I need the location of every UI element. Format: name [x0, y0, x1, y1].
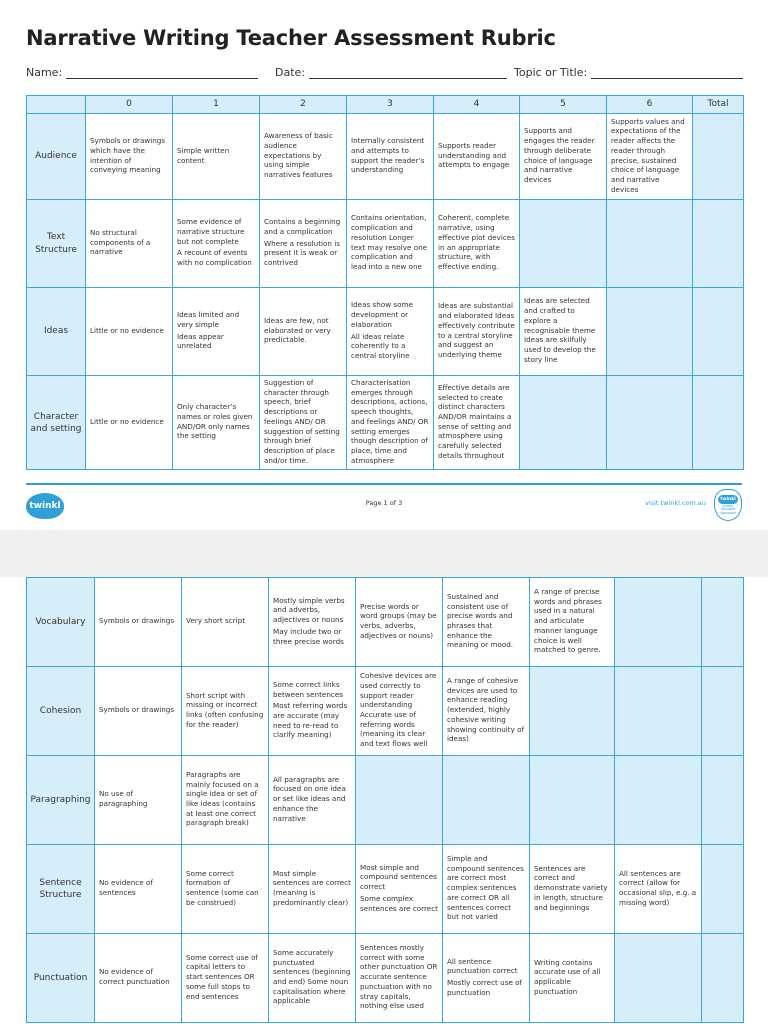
criteria-cell: [347, 376, 434, 470]
empty-cell: [520, 200, 607, 288]
criteria-cell: [269, 934, 356, 1023]
criteria-text: Effective details are selected to create distinct characters AND/OR maintains a sense of setting and atmosphere using carefully selected details throughout: [438, 382, 512, 460]
criteria-cell: [173, 114, 260, 200]
criteria-cell: [86, 200, 173, 288]
criteria-cell: [434, 114, 520, 200]
criteria-text: Most referring words are accurate (may need to re-read to clarify meaning): [273, 701, 348, 740]
criteria-cell: [182, 845, 269, 934]
criteria-cell: [607, 114, 693, 200]
criteria-text: Symbols or drawings which have the intention of conveying meaning: [90, 136, 166, 175]
criteria-text: Ideas limited and very simple: [177, 310, 240, 329]
name-line[interactable]: [66, 67, 258, 79]
category-label: Vocabulary: [27, 578, 95, 667]
rubric-row: [27, 756, 744, 845]
criteria-cell: [95, 667, 182, 756]
rubric-table-1: [26, 95, 744, 470]
criteria-text: Symbols or drawings: [99, 705, 175, 715]
criteria-text: Some accurately punctuated sentences (beginning and end) Some noun capitalisation where applicable: [273, 947, 351, 1006]
date-line[interactable]: [309, 67, 507, 79]
rubric-row: [27, 578, 744, 667]
criteria-cell: [434, 288, 520, 376]
empty-cell: [615, 756, 702, 845]
criteria-cell: [347, 114, 434, 200]
name-label: Name:: [26, 66, 63, 79]
criteria-text: Awareness of basic audience expectations by using simple narratives features: [264, 131, 333, 180]
total-cell[interactable]: [693, 288, 744, 376]
topic-label: Topic or Title:: [514, 66, 588, 79]
criteria-text: Characterisation emerges through descriptions, actions, speech thoughts, and feelings AND/ OR setting emerges though description of place, time and atmosphere: [351, 378, 429, 465]
rubric-row: [27, 200, 744, 288]
criteria-cell: [269, 667, 356, 756]
criteria-cell: [356, 578, 443, 667]
empty-cell: [615, 934, 702, 1023]
criteria-text: Supports reader understanding and attempts to engage: [438, 140, 510, 170]
category-label: Punctuation: [27, 934, 95, 1023]
empty-cell: [615, 667, 702, 756]
criteria-cell: [182, 756, 269, 845]
criteria-text: Ideas show some development or elaboration: [351, 300, 413, 329]
criteria-cell: [182, 667, 269, 756]
page-gap: [0, 530, 768, 577]
criteria-text: Most simple and compound sentences correct: [360, 862, 437, 892]
name-field[interactable]: [26, 66, 258, 79]
header-score-4: 4: [434, 96, 520, 114]
criteria-cell: [356, 934, 443, 1023]
criteria-cell: [443, 934, 530, 1023]
criteria-text: May include two or three precise words: [273, 626, 344, 646]
criteria-cell: [347, 288, 434, 376]
total-cell[interactable]: [693, 376, 744, 470]
topic-field[interactable]: [514, 66, 743, 79]
criteria-cell: [173, 376, 260, 470]
criteria-cell: [260, 114, 347, 200]
criteria-text: Paragraphs are mainly focused on a single idea or set of like ideas (contains at least one correct paragraph break): [186, 769, 259, 828]
total-cell[interactable]: [702, 756, 744, 845]
total-cell[interactable]: [702, 667, 744, 756]
criteria-cell: [269, 578, 356, 667]
criteria-cell: [260, 200, 347, 288]
criteria-cell: [86, 288, 173, 376]
visit-link[interactable]: visit twinkl.com.au: [645, 499, 706, 507]
criteria-cell: [260, 288, 347, 376]
date-label: Date:: [275, 66, 305, 79]
rubric-row: [27, 288, 744, 376]
total-cell[interactable]: [702, 845, 744, 934]
criteria-text: Supports values and expectations of the reader affects the reader through precise, sustained choice of language and narrative devices: [611, 116, 685, 194]
criteria-text: Some evidence of narrative structure but not complete: [177, 217, 245, 246]
criteria-cell: [434, 376, 520, 470]
criteria-text: Precise words or word groups (may be verbs, adverbs, adjectives or nouns): [360, 601, 437, 640]
page-number: Page 1 of 3: [365, 499, 403, 507]
header-score-5: 5: [520, 96, 607, 114]
criteria-text: Ideas are substantial and elaborated Ideas effectively contribute to a central storyline and suggest an underlying theme: [438, 301, 515, 359]
empty-cell: [520, 376, 607, 470]
criteria-text: Cohesive devices are used correctly to support reader understanding Accurate use of referring words (meaning its clear and text flows well: [360, 671, 437, 749]
criteria-cell: [86, 114, 173, 200]
criteria-cell: [95, 578, 182, 667]
criteria-text: Where a resolution is present it is weak or contrived: [264, 238, 340, 268]
page-title: Narrative Writing Teacher Assessment Rubric: [26, 26, 556, 50]
criteria-text: Mostly simple verbs and adverbs, adjectives or nouns: [273, 595, 345, 625]
criteria-text: Contains a beginning and a complication: [264, 217, 341, 236]
criteria-text: Some correct use of capital letters to start sentences OR some full stops to end sentences: [186, 952, 259, 1001]
header-score-3: 3: [347, 96, 434, 114]
criteria-text: Sustained and consistent use of precise words and phrases that enhance the meaning or mood.: [447, 591, 514, 650]
total-cell[interactable]: [702, 578, 744, 667]
criteria-text: Ideas are selected and crafted to explore a recognisable theme Ideas are skilfully used to develop the story line: [524, 296, 596, 364]
criteria-cell: [347, 200, 434, 288]
criteria-text: All ideas relate coherently to a central storyline: [351, 331, 410, 360]
criteria-cell: [443, 667, 530, 756]
criteria-text: All paragraphs are focused on one idea or set like ideas and enhance the narrative: [273, 774, 346, 823]
header-score-6: 6: [607, 96, 693, 114]
criteria-cell: [95, 934, 182, 1023]
quality-badge-icon: [714, 489, 742, 521]
criteria-cell: [173, 200, 260, 288]
twinkl-logo[interactable]: twinkl: [26, 493, 64, 519]
criteria-text: Some complex sentences are correct: [360, 893, 438, 913]
criteria-text: Little or no evidence: [90, 416, 164, 426]
criteria-text: Internally consistent and attempts to support the reader’s understanding: [351, 136, 425, 175]
criteria-text: A recount of events with no complication: [177, 248, 252, 268]
criteria-text: Supports and engages the reader through deliberate choice of language and narrative devices: [524, 126, 595, 184]
criteria-cell: [182, 578, 269, 667]
category-label: Ideas: [27, 288, 86, 376]
empty-cell: [607, 200, 693, 288]
criteria-text: Contains orientation, complication and resolution Longer text may resolve one complication and lead into a new one: [351, 213, 428, 271]
criteria-text: No evidence of sentences: [99, 878, 153, 897]
criteria-cell: [530, 934, 615, 1023]
criteria-cell: [182, 934, 269, 1023]
total-cell[interactable]: [693, 114, 744, 200]
header-score-1: 1: [173, 96, 260, 114]
rubric-row: [27, 934, 744, 1023]
criteria-text: Mostly correct use of punctuation: [447, 978, 523, 997]
criteria-cell: [615, 845, 702, 934]
criteria-cell: [443, 845, 530, 934]
criteria-text: Some correct links between sentences: [273, 679, 344, 699]
total-cell[interactable]: [702, 934, 744, 1023]
criteria-text: No structural components of a narrative: [90, 227, 151, 257]
criteria-text: A range of precise words and phrases used in a natural and articulate manner language choice is well matched to genre.: [534, 586, 602, 655]
date-field[interactable]: [275, 66, 507, 79]
criteria-cell: [269, 756, 356, 845]
rubric-row: [27, 845, 744, 934]
total-cell[interactable]: [693, 200, 744, 288]
category-label: Audience: [27, 114, 86, 200]
criteria-text: Simple and compound sentences are correct most complex sentences are correct OR all sentences correct but not varied: [447, 853, 524, 922]
rubric-row: [27, 667, 744, 756]
header-blank: [27, 96, 86, 114]
criteria-cell: [95, 756, 182, 845]
criteria-text: Coherent, complete narrative, using effective plot devices in an appropriate structure, with effective ending.: [438, 213, 515, 271]
criteria-cell: [356, 667, 443, 756]
empty-cell: [443, 756, 530, 845]
criteria-text: Ideas are few, not elaborated or very predictable.: [264, 315, 331, 345]
category-label: Text Structure: [27, 200, 86, 288]
criteria-text: Writing contains accurate use of all applicable punctuation: [534, 957, 601, 996]
header-score-0: 0: [86, 96, 173, 114]
criteria-text: Simple written content: [177, 145, 230, 165]
criteria-cell: [443, 578, 530, 667]
rubric-row: [27, 376, 744, 470]
criteria-text: Symbols or drawings: [99, 616, 175, 626]
empty-cell: [356, 756, 443, 845]
badge-logo: twinkl: [718, 495, 738, 504]
criteria-cell: [530, 578, 615, 667]
criteria-text: A range of cohesive devices are used to enhance reading (extended, highly cohesive writing showing continuity of ideas): [447, 675, 525, 744]
criteria-text: Most simple sentences are correct (meaning is predominantly clear): [273, 868, 351, 907]
header-row: [27, 96, 744, 114]
criteria-cell: [95, 845, 182, 934]
criteria-cell: [520, 114, 607, 200]
category-label: Cohesion: [27, 667, 95, 756]
empty-cell: [530, 667, 615, 756]
criteria-text: Ideas appear unrelated: [177, 331, 224, 351]
rubric-table-2: [26, 577, 744, 1023]
criteria-text: Suggestion of character through speech, brief descriptions or feelings AND/ OR suggestion of setting through brief description of place and/or time.: [264, 378, 340, 465]
criteria-cell: [86, 376, 173, 470]
header-score-2: 2: [260, 96, 347, 114]
criteria-cell: [173, 288, 260, 376]
footer-divider: [26, 483, 742, 485]
criteria-cell: [530, 845, 615, 934]
criteria-cell: [260, 376, 347, 470]
empty-cell: [607, 288, 693, 376]
criteria-cell: [356, 845, 443, 934]
criteria-text: Very short script: [186, 616, 246, 626]
criteria-text: Little or no evidence: [90, 325, 164, 335]
criteria-cell: [269, 845, 356, 934]
empty-cell: [615, 578, 702, 667]
header-total: Total: [693, 96, 744, 114]
criteria-text: No use of paragraphing: [99, 789, 148, 808]
criteria-text: All sentences are correct (allow for occasional slip, e.g. a missing word): [619, 868, 697, 907]
empty-cell: [530, 756, 615, 845]
empty-cell: [607, 376, 693, 470]
badge-text: Quality Standard Approved: [720, 503, 736, 515]
criteria-text: Only character’s names or roles given AND/OR only names the setting: [177, 402, 253, 441]
category-label: Character and setting: [27, 376, 86, 470]
page-footer: [0, 483, 768, 523]
criteria-text: Sentences mostly correct with some other punctuation OR accurate sentence punctuation with no stray capitals, nothing else used: [360, 942, 438, 1011]
topic-line[interactable]: [591, 67, 743, 79]
category-label: Paragraphing: [27, 756, 95, 845]
criteria-cell: [520, 288, 607, 376]
criteria-text: No evidence of correct punctuation: [99, 967, 170, 986]
criteria-text: Short script with missing or incorrect links (often confusing for the reader): [186, 690, 264, 729]
criteria-text: Some correct formation of sentence (some can be construed): [186, 868, 259, 907]
criteria-cell: [434, 200, 520, 288]
criteria-text: Sentences are correct and demonstrate variety in length, structure and beginnings: [534, 863, 608, 912]
category-label: Sentence Structure: [27, 845, 95, 934]
criteria-text: All sentence punctuation correct: [447, 956, 518, 976]
rubric-row: [27, 114, 744, 200]
